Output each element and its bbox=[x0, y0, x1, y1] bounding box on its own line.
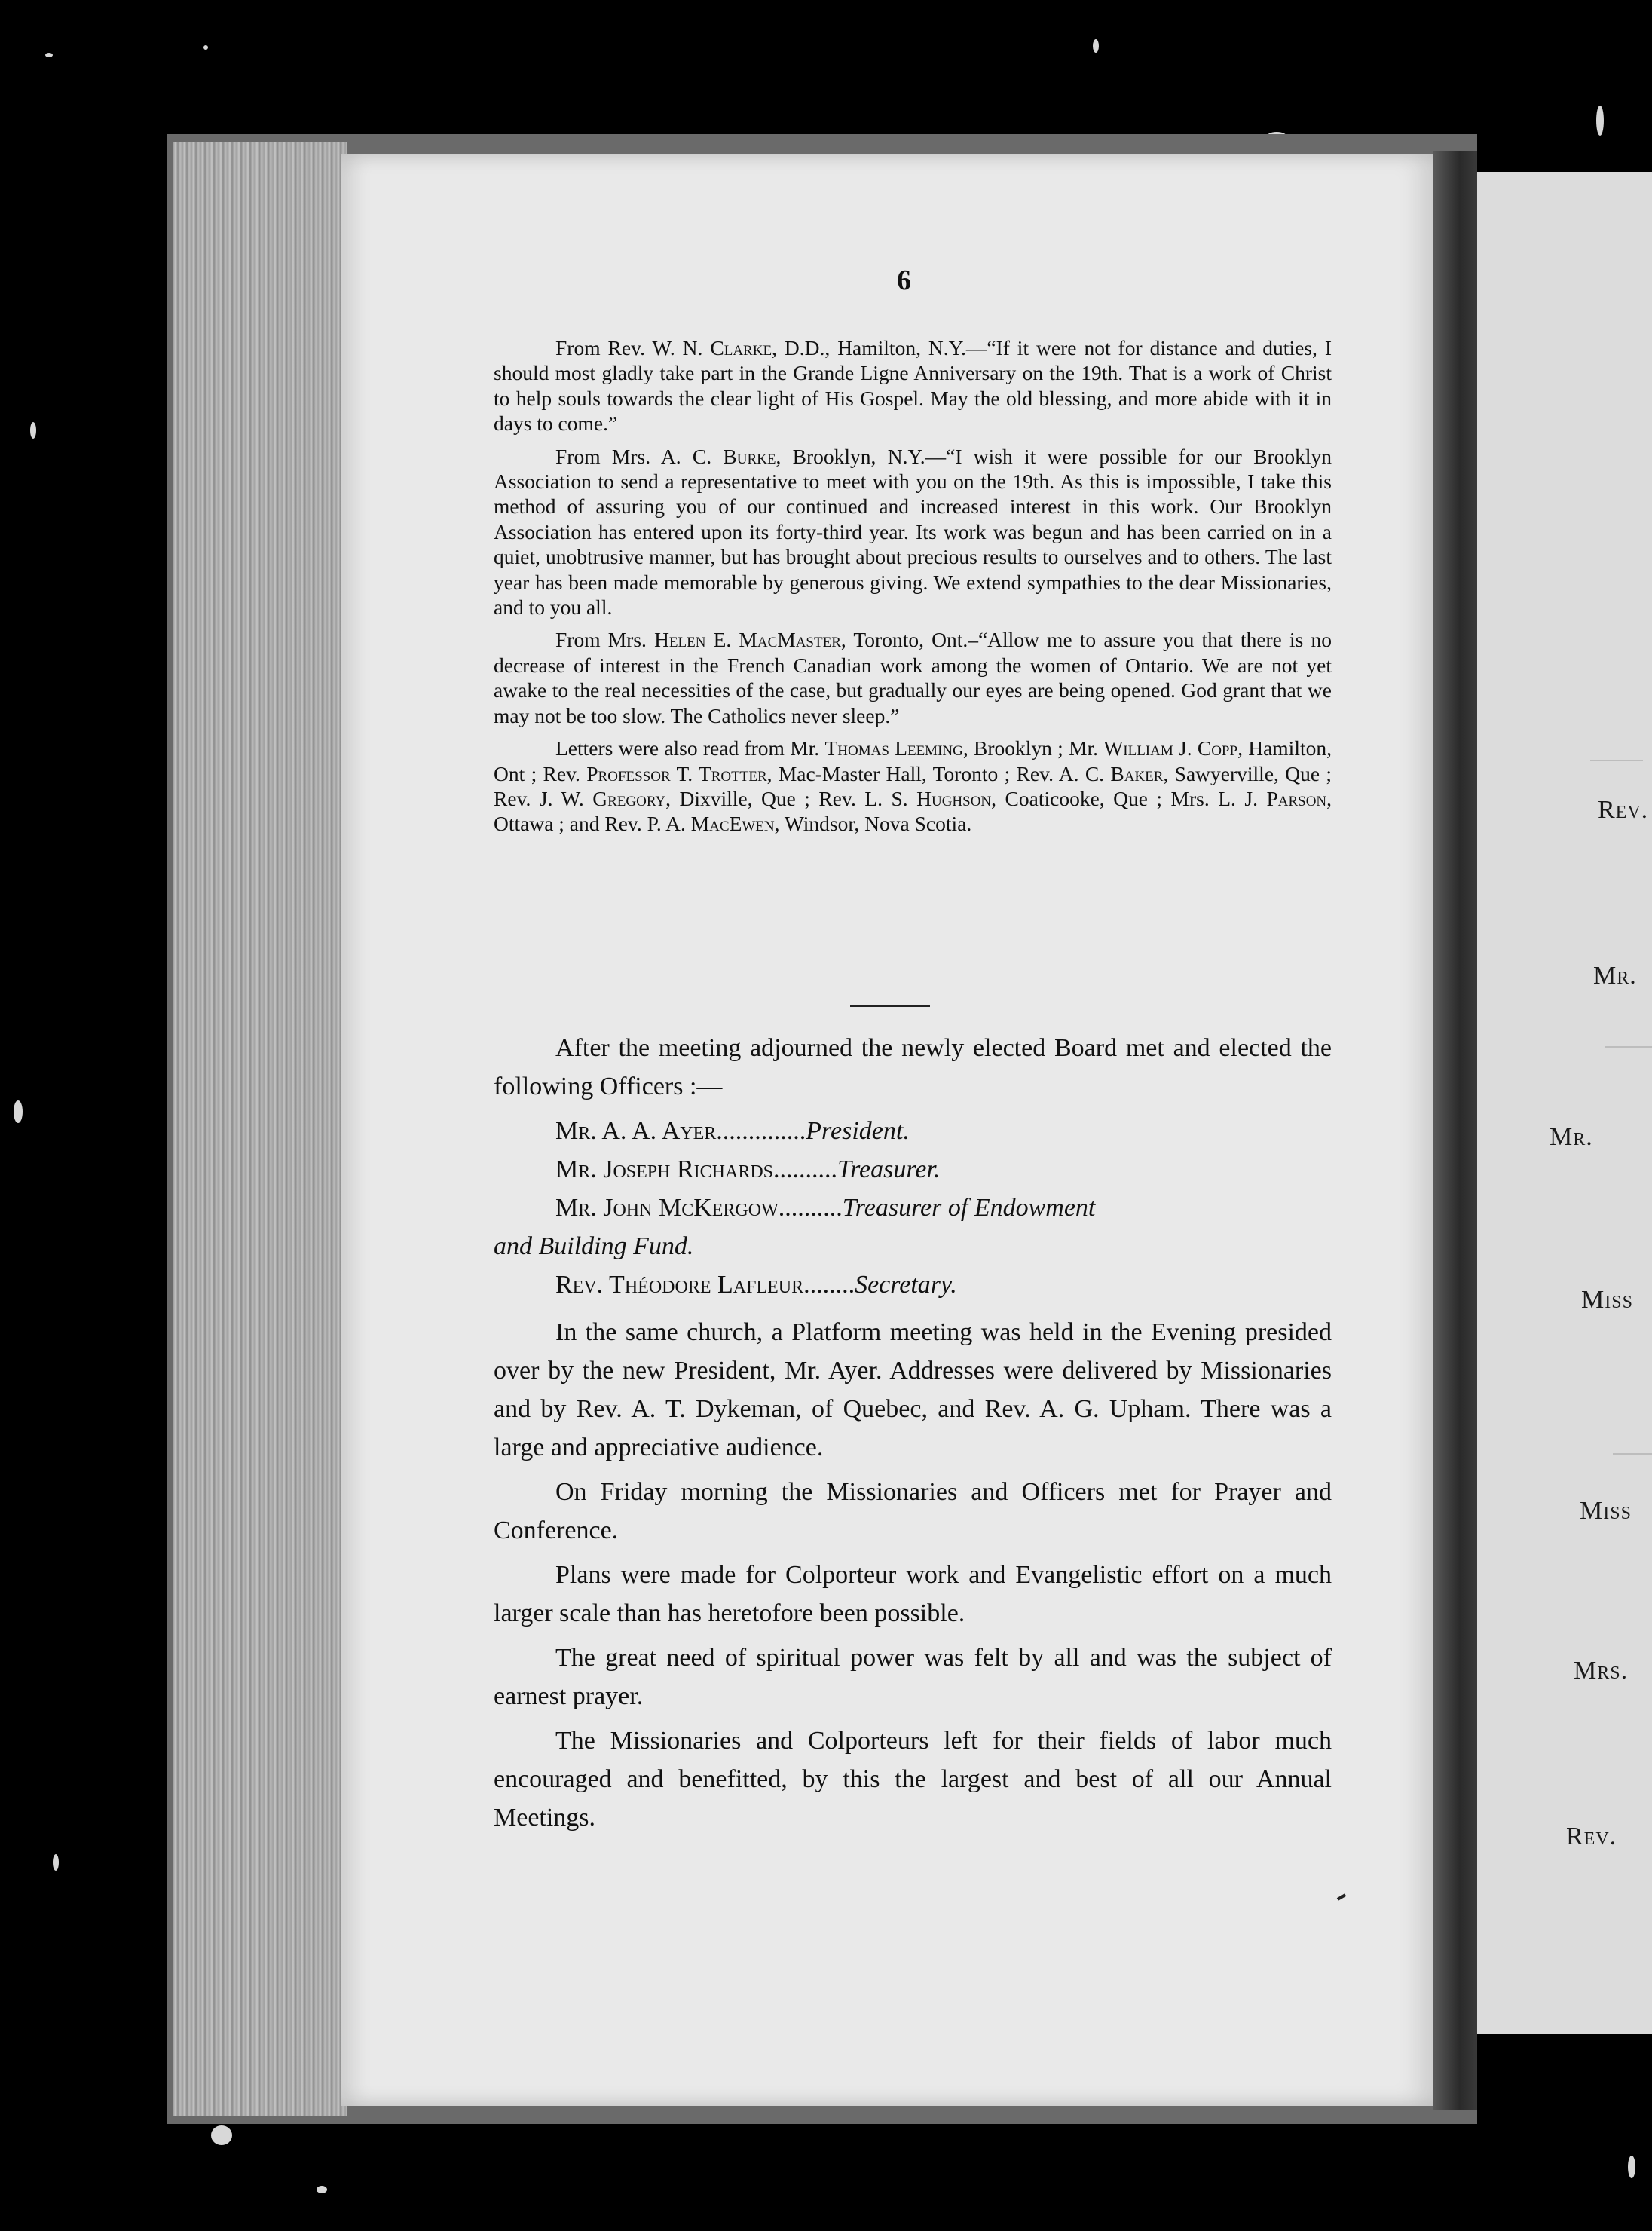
officer-entry bbox=[494, 1265, 1332, 1304]
film-speck bbox=[1596, 106, 1604, 136]
officer-entry bbox=[494, 1150, 1332, 1189]
officer-name: Mr. A. A. Ayer bbox=[555, 1117, 717, 1145]
faint-line bbox=[1605, 1046, 1652, 1048]
film-speck bbox=[1093, 39, 1099, 53]
report-paragraph: The Missionaries and Colporteurs left for their fields of labor much encouraged and benefitted, by this the largest and best of all our Annual Meetings. bbox=[494, 1727, 1332, 1832]
letter-author: Gregory bbox=[592, 786, 666, 810]
letter-intro: , Toronto, Ont.– bbox=[840, 628, 978, 652]
film-speck bbox=[53, 1854, 59, 1871]
officer-entry bbox=[494, 1112, 1332, 1150]
text-run: , Hamilton, Ont ; Rev. bbox=[494, 736, 1332, 785]
text-run: , Mac-Master Hall, Toronto ; Rev. A. C. bbox=[766, 761, 1111, 785]
page-number: 6 bbox=[897, 265, 911, 296]
officer-role: President. bbox=[806, 1117, 910, 1145]
letter-paragraph bbox=[494, 444, 1332, 620]
letter-body: “I wish it were possible for our Brooklyn Association to send a representative to meet with you on the 19th. As this is impossible, I take this method of assuring you of our continued and increased interest in this work. Our Brooklyn Association has entered upon its forty-third year. Its work was begun and has been carried on in a quiet, unobtrusive manner, but has brought about precious results to ourselves and to others. The last year has been made memorable by generous giving. We extend sympathies to the dear Missionaries, and to you all. bbox=[494, 444, 1332, 620]
adjacent-fragment: Mr. bbox=[1550, 1123, 1593, 1151]
letter-paragraph bbox=[494, 627, 1332, 728]
adjacent-fragment: Rev. bbox=[1566, 1822, 1617, 1850]
officer-name: Mr. Joseph Richards bbox=[555, 1155, 774, 1183]
letter-intro: From Rev. W. N. bbox=[555, 336, 711, 360]
letter-author: MacEwen bbox=[690, 812, 775, 836]
book-gutter bbox=[1433, 151, 1477, 2110]
film-speck bbox=[45, 53, 53, 57]
text-run: , Windsor, Nova Scotia. bbox=[774, 812, 972, 836]
film-speck bbox=[211, 2125, 232, 2145]
adjacent-fragment: Rev. bbox=[1598, 796, 1649, 824]
faint-line bbox=[1613, 1453, 1652, 1455]
also-read-paragraph bbox=[494, 736, 1332, 837]
meeting-report bbox=[494, 1029, 1332, 1843]
letter-author: William J. Copp bbox=[1103, 736, 1238, 760]
letter-author: Professor T. Trotter bbox=[586, 761, 767, 785]
film-speck bbox=[1628, 2156, 1635, 2178]
film-speck bbox=[30, 422, 36, 439]
adjacent-fragment: Miss bbox=[1580, 1497, 1632, 1525]
letter-author: Parson bbox=[1266, 786, 1327, 810]
text-run: , Ottawa ; and Rev. P. A. bbox=[494, 786, 1332, 836]
page-edges bbox=[173, 142, 347, 2116]
report-paragraph: The great need of spiritual power was felt by all and was the subject of earnest prayer. bbox=[494, 1644, 1332, 1710]
officer-role: Secretary. bbox=[855, 1271, 957, 1299]
officer-role: Treasurer of Endowment bbox=[842, 1194, 1096, 1222]
leader-dots: .............. bbox=[716, 1117, 806, 1145]
text-run: , Brooklyn ; Mr. bbox=[962, 736, 1104, 760]
letter-author: Burke bbox=[723, 444, 776, 468]
officer-role: Treasurer. bbox=[837, 1155, 941, 1183]
section-divider bbox=[850, 1005, 930, 1007]
board-paragraph: After the meeting adjourned the newly elected Board met and elected the following Officers :— bbox=[494, 1034, 1332, 1100]
text-run: , Coaticooke, Que ; Mrs. L. J. bbox=[991, 786, 1267, 810]
film-speck bbox=[14, 1100, 23, 1123]
letter-intro: From Mrs. bbox=[555, 628, 655, 652]
officer-role-continuation: and Building Fund. bbox=[494, 1232, 694, 1260]
adjacent-fragment: Mrs. bbox=[1574, 1657, 1629, 1685]
text-run: , Dixville, Que ; Rev. L. S. bbox=[665, 786, 917, 810]
report-paragraph: In the same church, a Platform meeting was held in the Evening presided over by the new President, Mr. Ayer. Addresses were delivered by Missionaries and by Rev. A. T. Dykeman, of Quebec, and Rev. A. G. Upham. There was a large and appreciative audience. bbox=[494, 1318, 1332, 1461]
leader-dots: ........ bbox=[803, 1271, 855, 1299]
faint-line bbox=[1590, 760, 1643, 761]
adjacent-fragment: Mr. bbox=[1593, 962, 1637, 990]
text-run: Letters were also read from Mr. bbox=[555, 736, 825, 760]
film-speck bbox=[203, 45, 208, 50]
letter-author: Helen E. MacMaster bbox=[654, 628, 841, 652]
report-paragraph: Plans were made for Colporteur work and Evangelistic effort on a much larger scale than has heretofore been possible. bbox=[494, 1561, 1332, 1627]
text-run: , Sawyerville, Que ; Rev. J. W. bbox=[494, 761, 1332, 810]
letter-author: Clarke bbox=[710, 336, 772, 360]
film-speck bbox=[317, 2186, 327, 2193]
adjacent-page bbox=[1477, 172, 1652, 2034]
letter-intro: , Brooklyn, N.Y.— bbox=[776, 444, 947, 468]
report-paragraph: On Friday morning the Missionaries and Officers met for Prayer and Conference. bbox=[494, 1478, 1332, 1544]
letters-section bbox=[494, 335, 1332, 844]
letter-body: “Allow me to assure you that there is no decrease of interest in the French Canadian work among the women of Ontario. We are not yet awake to the real necessities of the case, but gradually our eyes are being opened. God grant that we may not be too slow. The Catholics never sleep.” bbox=[494, 628, 1332, 727]
officer-entry bbox=[494, 1189, 1332, 1227]
officer-name: Mr. John McKergow bbox=[555, 1194, 779, 1222]
letter-intro: From Mrs. A. C. bbox=[555, 444, 724, 468]
letter-author: Thomas Leeming bbox=[824, 736, 963, 760]
leader-dots: .......... bbox=[778, 1194, 843, 1222]
letter-paragraph bbox=[494, 335, 1332, 436]
officer-name: Rev. Théodore Lafleur bbox=[555, 1271, 804, 1299]
letter-intro: , D.D., Hamilton, N.Y.— bbox=[772, 336, 987, 360]
letter-author: Hughson bbox=[916, 786, 992, 810]
leader-dots: .......... bbox=[773, 1155, 838, 1183]
adjacent-fragment: Miss bbox=[1581, 1286, 1633, 1314]
letter-author: Baker bbox=[1110, 761, 1164, 785]
letter-body: “If it were not for distance and duties, I should most gladly take part in the Grande Ligne Anniversary on the 19th. That is a work of Christ to help souls towards the clear light of His Gospel. May the old blessing, and more abide with it in days to come.” bbox=[494, 336, 1332, 436]
